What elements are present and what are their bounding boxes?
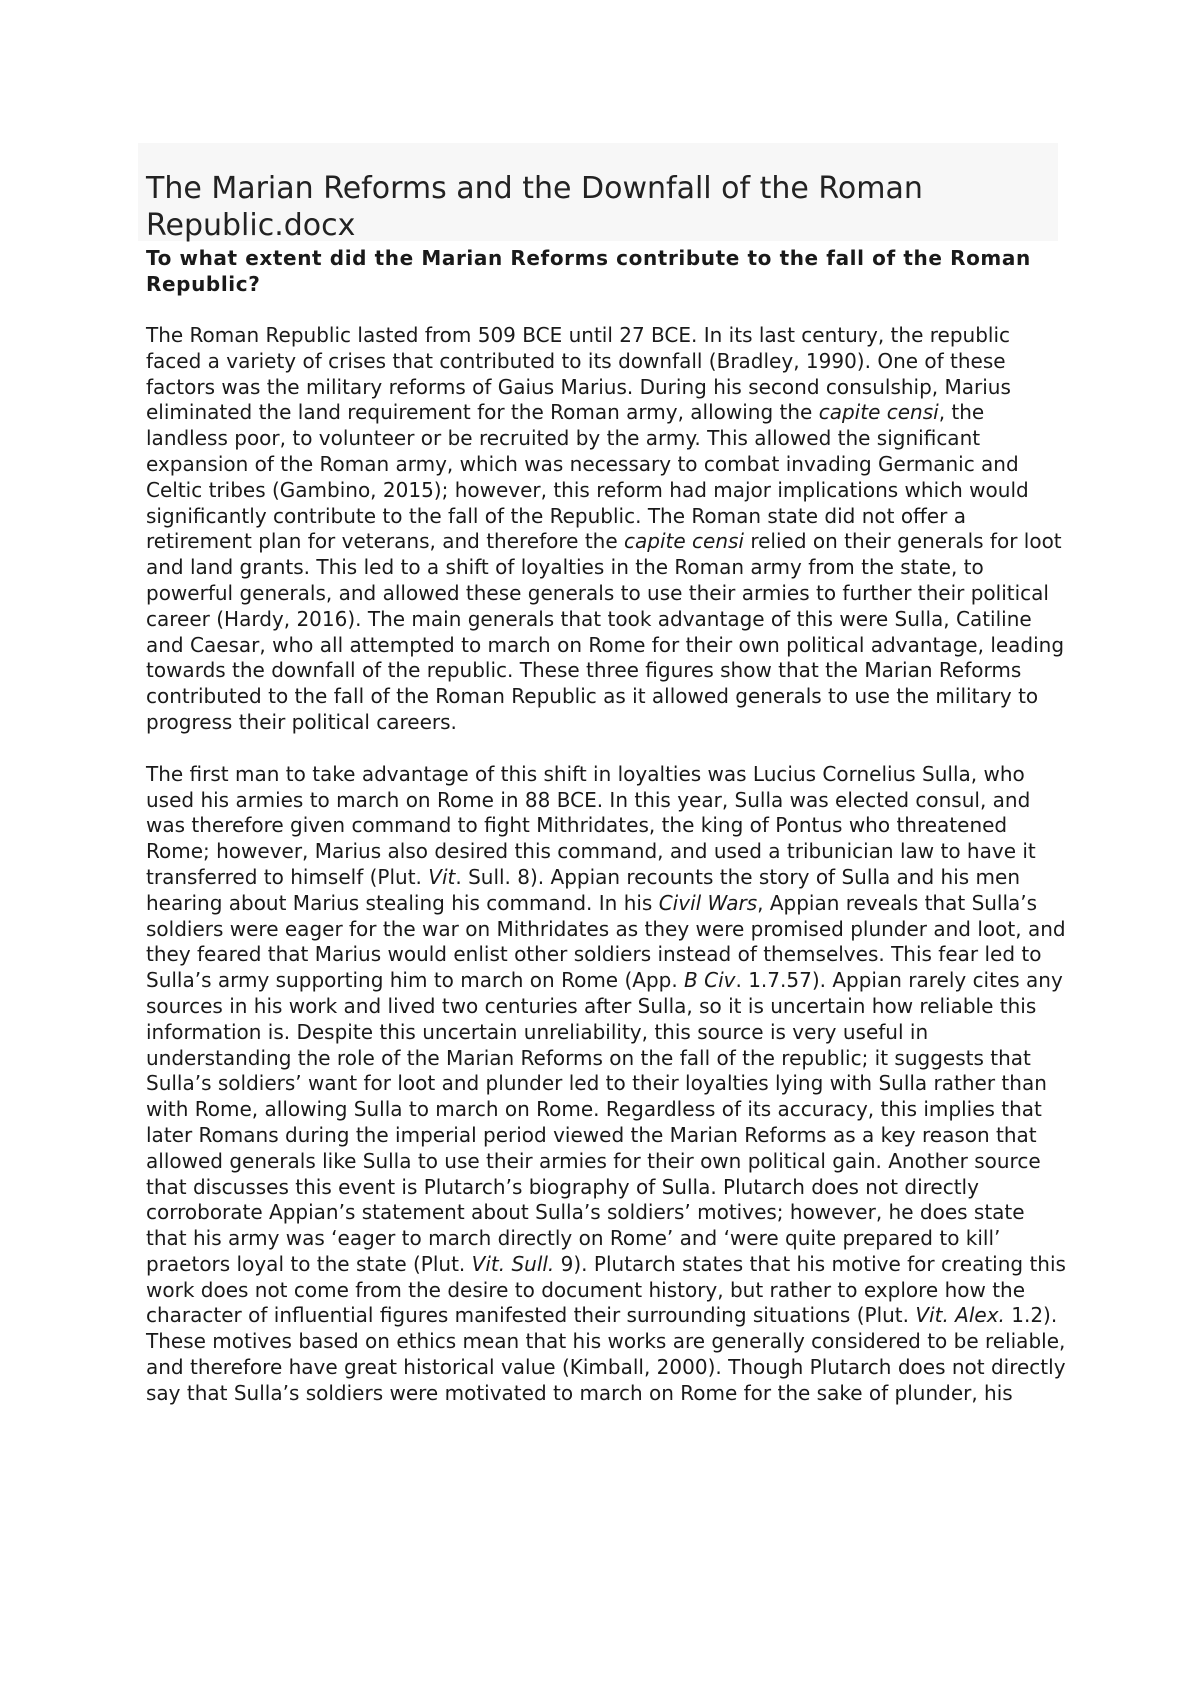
- text-run: The Roman Republic lasted from 509 BCE until 27 BCE. In its last century, the republic faced a variety of crises that contributed to its downfall (Bradley, 1990). One of these factors was the military reforms of Gaius Marius. During his second consulship, Marius eliminated the land requirement for the Roman army, allowing the: [146, 323, 1011, 425]
- paragraph-sulla: [146, 762, 1066, 1407]
- italic-run: Vit. Sull.: [471, 1251, 555, 1276]
- paragraph-intro: [146, 323, 1066, 736]
- essay-question: To what extent did the Marian Reforms contribute to the fall of the Roman Republic?: [146, 246, 1031, 296]
- text-run: . 1.7.57). Appian rarely cites any sources in his work and lived two centuries after Sulla, so it is uncertain how reliable this information is. Despite this uncertain unreliability, this source is very useful in understanding the role of the Marian Reforms on the fall of the republic; it suggests that Sulla’s soldiers’ want for loot and plunder led to their loyalties lying with Sulla rather than with Rome, allowing Sulla to march on Rome. Regardless of its accuracy, this implies that later Romans during the imperial period viewed the Marian Reforms as a key reason that allowed generals like Sulla to use their armies for their own political gain. Another source that discusses this event is Plutarch’s biography of Sulla. Plutarch does not directly corroborate Appian’s statement about Sulla’s soldiers’ motives; however, he does state that his army was ‘eager to march directly on Rome’ and ‘were quite prepared to kill’ praetors loyal to the state (Plut.: [146, 968, 1063, 1276]
- text-run: relied on their generals for loot and land grants. This led to a shift of loyalties in the Roman army from the state, to powerful generals, and allowed these generals to use their armies to further their political career (Hardy, 2016). The main generals that took advantage of this were Sulla, Catiline and Caesar, who all attempted to march on Rome for their own political advantage, leading towards the downfall of the republic. These three figures show that the Marian Reforms contributed to the fall of the Roman Republic as it allowed generals to use the military to progress their political careers.: [146, 529, 1065, 734]
- italic-run: Vit. Alex.: [915, 1303, 1005, 1328]
- italic-run: capite censi: [818, 400, 939, 425]
- document-title: The Marian Reforms and the Downfall of the Roman Republic.docx: [146, 171, 923, 243]
- text-run: The first man to take advantage of this shift in loyalties was Lucius Cornelius Sulla, who used his armies to march on Rome in 88 BCE. In this year, Sulla was elected consul, and was therefore given command to fight Mithridates, the king of Pontus who threatened Rome; however, Marius also desired this command, and used a tribunician law to have it transferred to himself (Plut.: [146, 761, 1036, 889]
- document-body: [146, 245, 1066, 1433]
- text-run: . Sull. 8). Appian recounts the story of Sulla and his men hearing about Marius stealing his command. In his: [146, 864, 1021, 915]
- italic-run: Civil Wars: [658, 890, 758, 915]
- text-run: , Appian reveals that Sulla’s soldiers were eager for the war on Mithridates as they were promised plunder and loot, and they feared that Marius would enlist other soldiers instead of themselves. This fear led to Sulla’s army supporting him to march on Rome (App.: [146, 890, 1066, 993]
- italic-run: capite censi: [624, 529, 744, 554]
- text-run: 9). Plutarch states that his motive for creating this work does not come from the desire to document history, but rather to explore how the character of influential figures manifested their surrounding situations (Plut.: [146, 1251, 1066, 1328]
- text-run: 1.2). These motives based on ethics mean that his works are generally considered to be reliable, and therefore have great historical value (Kimball, 2000). Though Plutarch does not directly say that Sulla’s soldiers were motivated to march on Rome for the sake of plunder, his: [146, 1303, 1066, 1405]
- text-run: , the landless poor, to volunteer or be recruited by the army. This allowed the significant expansion of the Roman army, which was necessary to combat invading Germanic and Celtic tribes (Gambino, 2015); however, this reform had major implications which would significantly contribute to the fall of the Republic. The Roman state did not offer a retirement plan for veterans, and therefore the: [146, 400, 1029, 554]
- italic-run: B Civ: [684, 968, 736, 993]
- italic-run: Vit: [428, 864, 456, 889]
